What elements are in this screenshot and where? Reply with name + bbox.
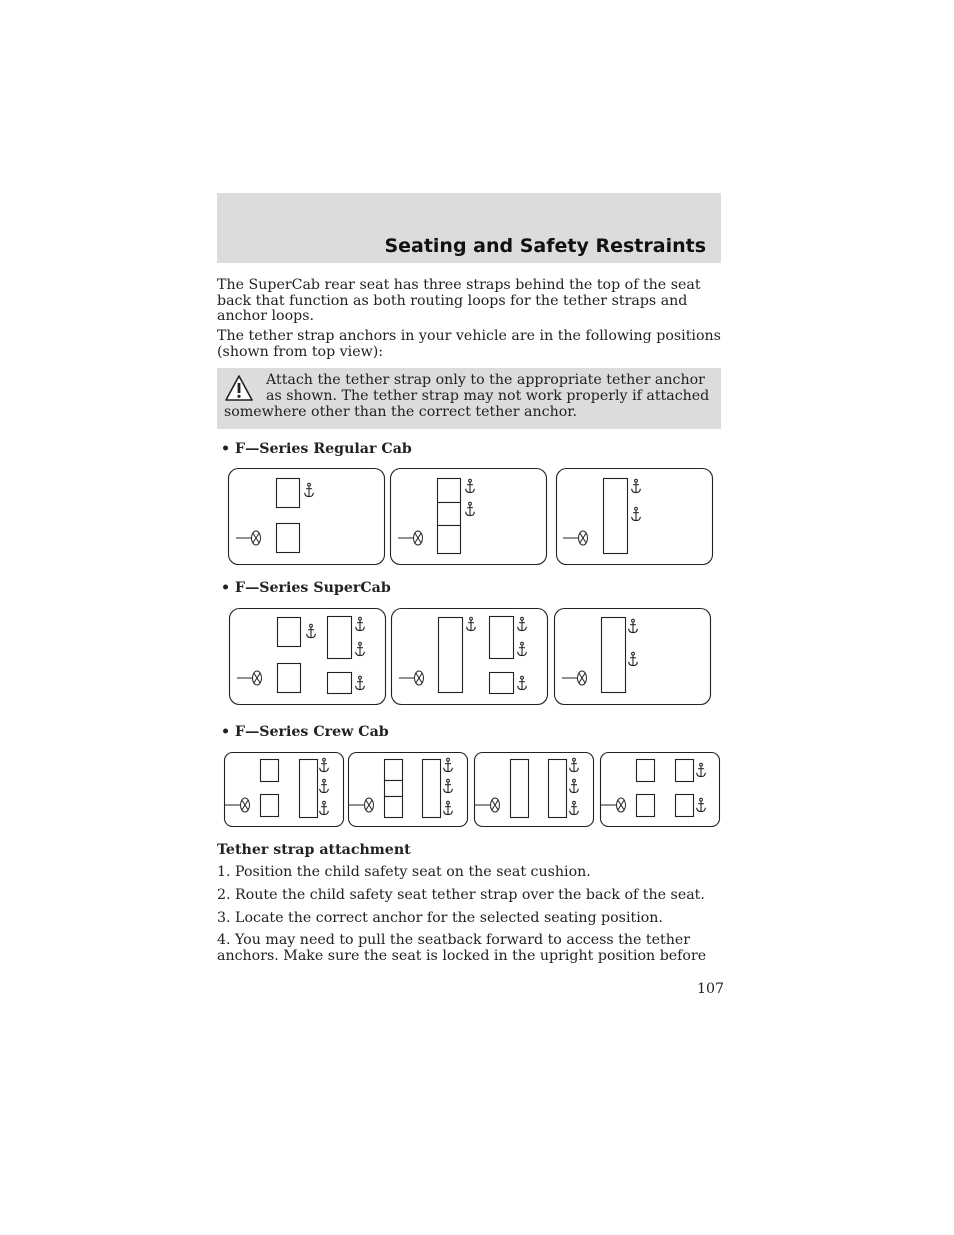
heading-regular-cab: • F—Series Regular Cab [221, 441, 412, 457]
regular-cab-diagram-2 [391, 469, 547, 565]
seat-outline [676, 795, 694, 817]
crew-cab-diagram-1 [225, 753, 344, 827]
seat-outline [423, 760, 441, 818]
seat-outline [490, 617, 514, 659]
crew-cab-diagram-4 [601, 753, 720, 827]
supercab-diagram-2 [392, 609, 548, 705]
seat-outline [328, 673, 352, 694]
tether-attachment-heading: Tether strap attachment [217, 842, 411, 858]
crew-cab-diagram-2 [349, 753, 468, 827]
supercab-diagram-1 [230, 609, 386, 705]
seat-outline [438, 503, 461, 526]
step-4: 4. You may need to pull the seatback forward to access the tether anchors. Make sure the seat is locked in the upright position before [217, 932, 707, 964]
seat-outline [438, 479, 461, 503]
seat-outline [602, 618, 626, 693]
crew-cab-diagram-3 [475, 753, 594, 827]
seat-outline [490, 673, 514, 694]
supercab-diagram-3 [555, 609, 711, 705]
step-1: 1. Position the child safety seat on the seat cushion. [217, 864, 591, 880]
seat-outline [637, 795, 655, 817]
seat-outline [277, 479, 300, 508]
seat-outline [438, 526, 461, 554]
seat-outline [277, 524, 300, 553]
seat-outline [385, 781, 403, 797]
seat-outline [439, 618, 463, 693]
seat-outline [511, 760, 529, 818]
seat-outline [549, 760, 567, 818]
seat-outline [385, 760, 403, 781]
warning-text: Attach the tether strap only to the appropriate tether anchor as shown. The tether strap may not work properly if attached somewhere other than the correct tether anchor. [224, 372, 710, 420]
seat-outline [604, 479, 628, 554]
regular-cab-diagram-3 [557, 469, 713, 565]
seat-outline [385, 797, 403, 818]
page-title: Seating and Safety Restraints [384, 235, 706, 257]
intro-paragraph-2: The tether strap anchors in your vehicle are in the following positions (shown from top view): [217, 328, 721, 360]
page-number: 107 [697, 981, 725, 997]
intro-paragraph-1: The SuperCab rear seat has three straps behind the top of the seat back that function as both routing loops for the tether straps and anchor loops. [217, 277, 701, 324]
heading-crew-cab: • F—Series Crew Cab [221, 724, 389, 740]
seat-outline [328, 617, 352, 659]
seat-outline [278, 664, 301, 693]
step-2: 2. Route the child safety seat tether strap over the back of the seat. [217, 887, 705, 903]
step-3: 3. Locate the correct anchor for the selected seating position. [217, 910, 663, 926]
seat-outline [637, 760, 655, 782]
heading-supercab: • F—Series SuperCab [221, 580, 391, 596]
seat-outline [261, 795, 279, 817]
seat-outline [261, 760, 279, 782]
seat-outline [676, 760, 694, 782]
seat-outline [278, 618, 301, 647]
seat-outline [300, 760, 318, 818]
regular-cab-diagram-1 [229, 469, 385, 565]
